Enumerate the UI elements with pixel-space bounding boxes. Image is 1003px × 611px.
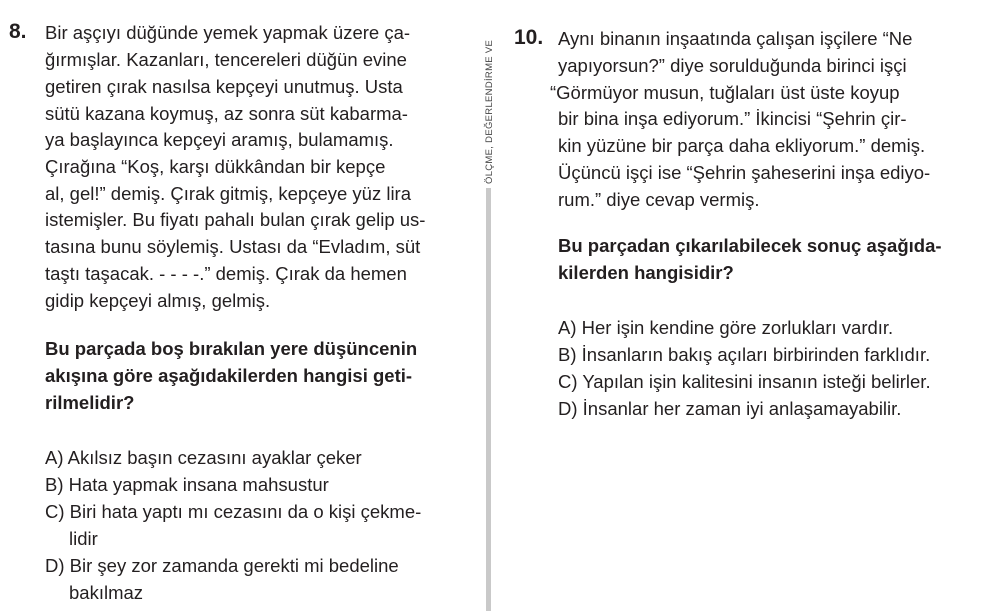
passage-line: sütü kazana koymuş, az sonra süt kabarma- [45, 103, 408, 124]
question-line: akışına göre aşağıdakilerden hangisi geti- [45, 365, 413, 386]
passage-line: ya başlayınca kepçeyi aramış, bulamamış. [45, 129, 394, 150]
passage-line: gidip kepçeyi almış, gelmiş. [45, 290, 271, 311]
passage-line: kin yüzüne bir parça daha ekliyorum.” demiş. [558, 135, 926, 156]
passage-line: tasına bunu söylemiş. Ustası da “Evladım, süt [45, 236, 421, 257]
option-d[interactable]: D) Bir şey zor zamanda gerekti mi bedeline [45, 555, 399, 576]
side-label-text: ÖLÇME, DEĞERLENDİRME VE [484, 39, 495, 184]
passage-line: ğırmışlar. Kazanları, tencereleri düğün evine [45, 49, 407, 70]
passage-line: Bir aşçıyı düğünde yemek yapmak üzere ça- [45, 22, 411, 43]
question-line: Bu parçada boş bırakılan yere düşüncenin [45, 338, 418, 359]
option-a[interactable]: A) Akılsız başın cezasını ayaklar çeker [45, 447, 362, 468]
passage-line: yapıyorsun?” diye sorulduğunda birinci işçi [558, 55, 907, 76]
passage-line: bir bina inşa ediyorum.” İkincisi “Şehrin çir- [558, 108, 907, 129]
option-b[interactable]: B) İnsanların bakış açıları birbirinden farklıdır. [558, 344, 931, 365]
question-line: kilerden hangisidir? [558, 262, 734, 283]
question-number: 10. [514, 26, 544, 49]
passage-line: taştı taşacak. - - - -.” demiş. Çırak da hemen [45, 263, 407, 284]
option-d-continued[interactable]: bakılmaz [69, 582, 144, 603]
passage-line: getiren çırak nasılsa kepçeyi unutmuş. Usta [45, 76, 403, 97]
option-b[interactable]: B) Hata yapmak insana mahsustur [45, 474, 329, 495]
passage-line: al, gel!” demiş. Çırak gitmiş, kepçeye yüz lira [45, 183, 412, 204]
question-line: Bu parçadan çıkarılabilecek sonuç aşağıda- [558, 235, 942, 256]
option-d[interactable]: D) İnsanlar her zaman iyi anlaşamayabilir. [558, 398, 902, 419]
passage-line: Aynı binanın inşaatında çalışan işçilere “Ne [558, 28, 913, 49]
passage-line: Üçüncü işçi ise “Şehrin şaheserini inşa ediyo- [558, 162, 931, 183]
option-a[interactable]: A) Her işin kendine göre zorlukları vardır. [558, 317, 894, 338]
option-c-continued[interactable]: lidir [69, 528, 98, 549]
option-c[interactable]: C) Biri hata yaptı mı cezasını da o kişi çekme- [45, 501, 422, 522]
passage-line: “Görmüyor musun, tuğlaları üst üste koyup [550, 82, 900, 103]
question-line: rilmelidir? [45, 392, 135, 413]
passage-line: istemişler. Bu fiyatı pahalı bulan çırak gelip us- [45, 209, 426, 230]
passage-line: rum.” diye cevap vermiş. [558, 189, 760, 210]
question-number: 8. [9, 20, 27, 43]
passage-line: Çırağına “Koş, karşı dükkândan bir kepçe [45, 156, 386, 177]
column-divider [486, 188, 491, 611]
option-c[interactable]: C) Yapılan işin kalitesini insanın isteği belirler. [558, 371, 931, 392]
